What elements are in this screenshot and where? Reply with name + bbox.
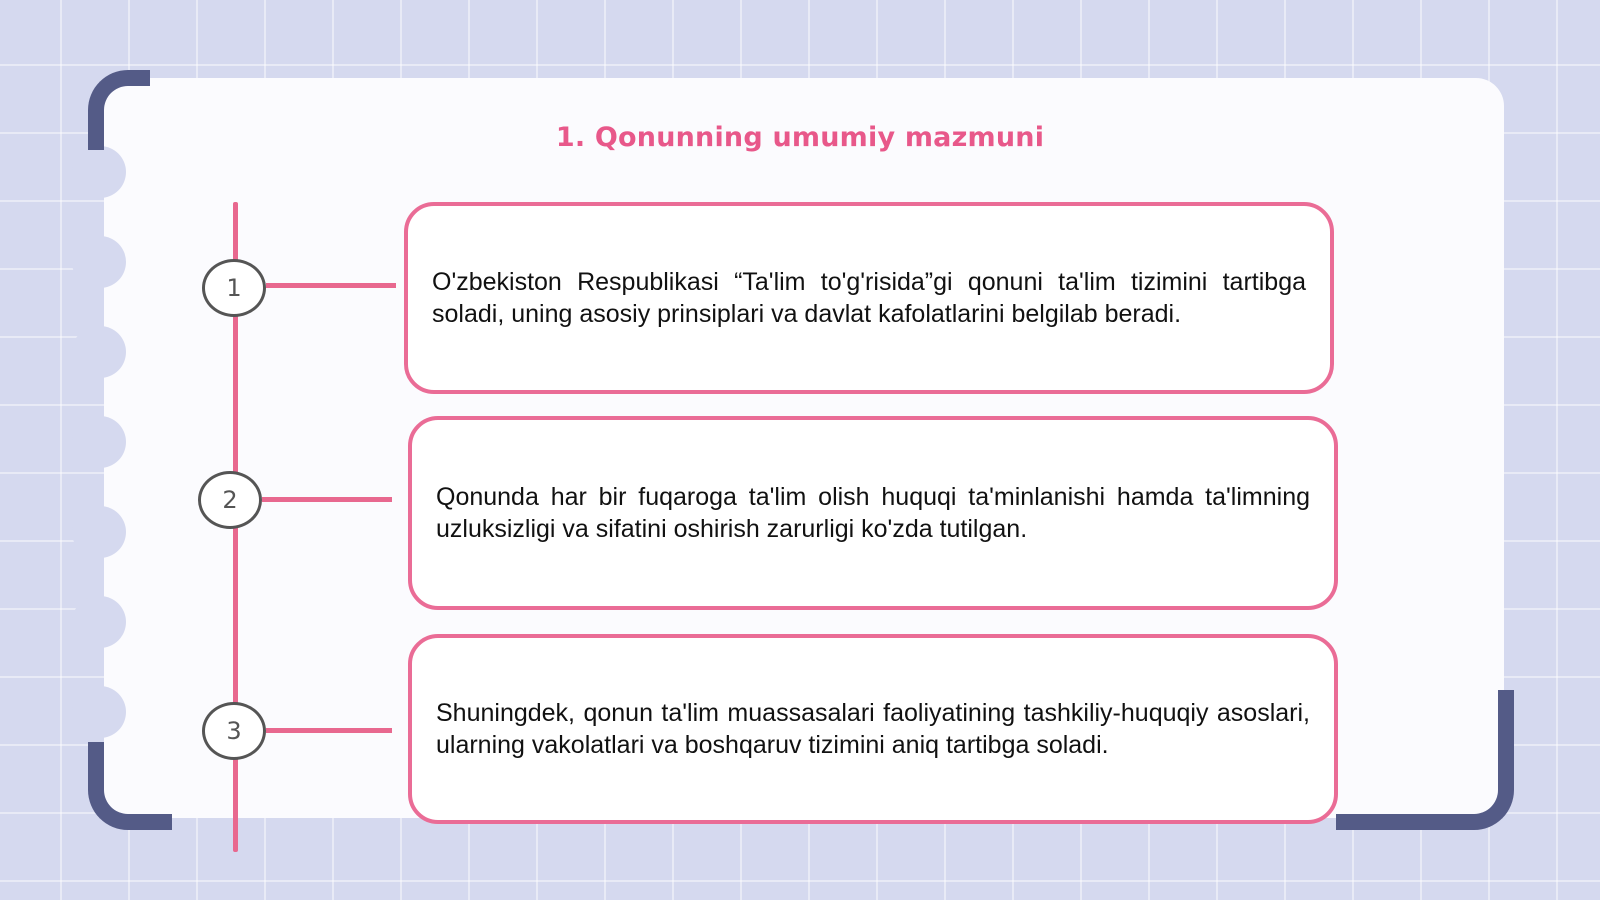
step-marker-2: 2 xyxy=(198,471,262,529)
corner-bracket-bottom-left xyxy=(88,742,172,830)
timeline-connector xyxy=(262,497,392,502)
step-marker-1: 1 xyxy=(202,259,266,317)
binder-notch xyxy=(72,236,126,288)
binder-notch xyxy=(72,416,126,468)
binder-notch xyxy=(72,146,126,198)
content-text-1: O'zbekiston Respublikasi “Ta'lim to'g'risida”gi qonuni ta'lim tizimini tartibga soladi, uning asosiy prinsiplari va davlat kafolatlarini belgilab beradi. xyxy=(432,268,1306,328)
content-text-3: Shuningdek, qonun ta'lim muassasalari faoliyatining tashkiliy-huquqiy asoslari, ularning vakolatlari va boshqaruv tizimini aniq tartibga soladi. xyxy=(436,699,1310,759)
step-marker-3: 3 xyxy=(202,702,266,760)
timeline-connector xyxy=(266,283,396,288)
timeline-connector xyxy=(266,728,392,733)
corner-bracket-bottom-right xyxy=(1336,690,1514,830)
content-box-1 xyxy=(404,202,1334,394)
corner-bracket-top-left xyxy=(88,70,150,150)
binder-notch xyxy=(72,596,126,648)
content-box-2 xyxy=(408,416,1338,610)
binder-notch xyxy=(72,506,126,558)
binder-notch xyxy=(72,326,126,378)
content-box-3 xyxy=(408,634,1338,824)
content-text-2: Qonunda har bir fuqaroga ta'lim olish huquqi ta'minlanishi hamda ta'limning uzluksizligi va sifatini oshirish zarurligi ko'zda tutilgan. xyxy=(436,483,1310,543)
binder-notch xyxy=(72,686,126,738)
slide-title: 1. Qonunning umumiy mazmuni xyxy=(555,122,1045,153)
